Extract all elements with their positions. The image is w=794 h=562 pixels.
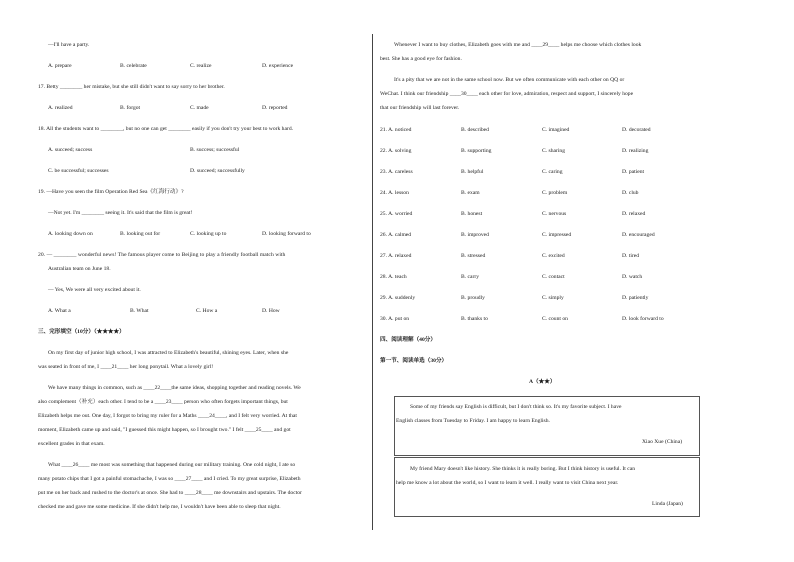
passage-line-6: moment, Elizabeth came up and said, "I guessed this might happen, so I brought two." I felt ____25____ and got xyxy=(38,427,291,433)
option-25-c: C. nervous xyxy=(542,211,567,217)
q16-tail: —I'll have a party. xyxy=(48,42,90,48)
q18-option-a: A. succeed; success xyxy=(48,147,93,153)
q16-option-d: D. experience xyxy=(262,63,294,69)
option-29-d: D. patiently xyxy=(622,295,649,301)
option-27-d: D. tired xyxy=(622,253,640,259)
option-29-a: 29. A. suddenly xyxy=(380,295,416,301)
option-21-c: C. imagined xyxy=(542,127,570,133)
passage-line-7: excellent grades in that exam. xyxy=(38,441,105,447)
right-passage-line-3: It's a pity that we are not in the same school now. But we often communicate with each other on QQ or xyxy=(394,77,625,83)
option-28-a: 28. A. teach xyxy=(380,274,407,280)
option-25-a: 25. A. worried xyxy=(380,211,413,217)
option-27-c: C. excited xyxy=(542,253,565,259)
passage-line-10: put me on her back and rushed to the doctor's at once. She had to ____28____ me downstairs and upstairs. The doctor xyxy=(38,490,302,496)
option-22-c: C. sharing xyxy=(542,148,565,154)
q18-option-c: C. be successful; successes xyxy=(48,168,109,174)
q20-option-a: A. What a xyxy=(48,308,71,314)
passage-line-1: On my first day of junior high school, I was attracted to Elizabeth's beautiful, shining eyes. Later, when she xyxy=(48,350,289,356)
section3-title: 三、完形填空（10分）（★★★★） xyxy=(38,329,125,335)
option-30-a: 30. A. put on xyxy=(380,316,410,322)
option-28-d: D. watch xyxy=(622,274,643,280)
option-24-b: B. exam xyxy=(461,190,480,196)
q18-stem: 18. All the students want to ________, but no one can get ________ easily if you don't try your best to work hard. xyxy=(38,126,294,132)
passage-line-2: was seated in front of me, I ____21____ her long ponytail. What a lovely girl! xyxy=(38,364,214,370)
right-passage-line-4: WeChat. I think our friendship ____30____ each other for love, admiration, respect and support, I sincerely hope xyxy=(380,91,634,97)
option-22-d: D. realizing xyxy=(622,148,649,154)
q17-stem: 17. Betty ________ her mistake, but she still didn't want to say sorry to her brother. xyxy=(38,84,225,90)
right-passage-line-5: that our friendship will last forever. xyxy=(380,105,460,111)
reading-a-title: A（★★） xyxy=(529,379,556,385)
option-26-a: 26. A. calmed xyxy=(380,232,412,238)
q19-line2: —Not yet. I'm ________ seeing it. It's said that the film is great! xyxy=(48,210,193,216)
passage-line-8: What ____26____ me most was something that happened during our military training. One cold night, I ate so xyxy=(48,462,296,468)
q17-option-d: D. reported xyxy=(262,105,288,111)
option-23-b: B. helpful xyxy=(461,169,484,175)
option-23-d: D. patient xyxy=(622,169,645,175)
q17-option-a: A. realized xyxy=(48,105,73,111)
option-22-b: B. supporting xyxy=(461,148,492,154)
passage-line-4: also complement（补充）each other. I tend to be a ____23____ person who often forgets important things, but xyxy=(38,399,288,405)
box1-text-1: Some of my friends say English is difficult, but I don't think so. It's my favorite subject. I have xyxy=(410,404,622,410)
section4-title: 四、阅读理解（40分） xyxy=(380,337,436,343)
option-21-a: 21. A. noticed xyxy=(380,127,412,133)
passage-line-3: We have many things in common, such as ____22____the same ideas, shopping together and reading novels. We xyxy=(48,385,301,391)
option-28-b: B. carry xyxy=(461,274,480,280)
option-26-b: B. improved xyxy=(461,232,489,238)
q19-option-c: C. looking up to xyxy=(190,231,227,237)
option-26-c: C. impressed xyxy=(542,232,572,238)
box1-text-2: English classes from Tuesday to Friday. I am happy to learn English. xyxy=(396,418,550,424)
option-29-b: B. proudly xyxy=(461,295,485,301)
option-30-d: D. look forward to xyxy=(622,316,664,322)
box2-text-2: help me know a lot about the world, so I want to learn it well. I really want to visit China next year. xyxy=(396,480,619,486)
option-23-c: C. caring xyxy=(542,169,563,175)
q19-option-d: D. looking forward to xyxy=(262,231,311,237)
q20-option-c: C. How a xyxy=(196,308,218,314)
q20-stem-1: 20. — ________ wonderful news! The famous player come to Beijing to play a friendly football match with xyxy=(38,252,286,258)
q17-option-c: C. made xyxy=(190,105,209,111)
option-24-a: 24. A. lesson xyxy=(380,190,409,196)
right-passage-line-2: best. She has a good eye for fashion. xyxy=(380,56,462,62)
option-21-b: B. described xyxy=(461,127,489,133)
q18-option-d: D. succeed; successfully xyxy=(190,168,245,174)
q16-option-c: C. realize xyxy=(190,63,212,69)
part1-title: 第一节、阅读单选（30分） xyxy=(380,358,448,364)
column-divider xyxy=(372,34,373,530)
q19-option-a: A. looking down on xyxy=(48,231,93,237)
q20-option-b: B. What xyxy=(130,308,149,314)
q18-option-b: B. success; successful xyxy=(190,147,240,153)
box1-signature: Xiao Xue (China) xyxy=(642,439,683,445)
option-23-a: 23. A. careless xyxy=(380,169,413,175)
option-30-b: B. thanks to xyxy=(461,316,488,322)
q16-option-b: B. celebrate xyxy=(120,63,147,69)
passage-line-5: Elizabeth helps me out. One day, I forgot to bring my ruler for a Maths ____24____, and I felt very worried. At that xyxy=(38,413,297,419)
box2-signature: Linda (Japan) xyxy=(652,501,683,507)
option-27-a: 27. A. relaxed xyxy=(380,253,412,259)
option-22-a: 22. A. solving xyxy=(380,148,412,154)
option-24-c: C. problem xyxy=(542,190,568,196)
passage-line-9: many potato chips that I got a painful stomachache, I was so ____27____ and I cried. To my great surprise, Elizabeth xyxy=(38,476,301,482)
q20-line3: — Yes, We were all very excited about it. xyxy=(48,287,141,293)
q20-stem-2: Australian team on June 18. xyxy=(48,266,111,272)
option-24-d: D. club xyxy=(622,190,639,196)
option-29-c: C. simply xyxy=(542,295,564,301)
option-25-d: D. relaxed xyxy=(622,211,646,217)
option-27-b: B. stressed xyxy=(461,253,486,259)
q20-option-d: D. How xyxy=(262,308,280,314)
option-28-c: C. contact xyxy=(542,274,565,280)
passage-line-11: checked me and gave me some medicine. If she didn't help me, I wouldn't have been able to sleep that night. xyxy=(38,504,281,510)
q16-option-a: A. prepare xyxy=(48,63,72,69)
option-30-c: C. count on xyxy=(542,316,568,322)
right-passage-line-1: Whenever I want to buy clothes, Elizabeth goes with me and ____29____ helps me choose which clothes look xyxy=(394,42,642,48)
box2-text-1: My friend Mary doesn't like history. She thinks it is really boring. But I think history is useful. It can xyxy=(410,466,635,472)
q19-stem: 19. —Have you seen the film Operation Red Sea《红海行动》? xyxy=(38,189,184,195)
q19-option-b: B. looking out for xyxy=(120,231,161,237)
option-21-d: D. decorated xyxy=(622,127,651,133)
option-25-b: B. honest xyxy=(461,211,483,217)
q17-option-b: B. forgot xyxy=(120,105,141,111)
option-26-d: D. encouraged xyxy=(622,232,655,238)
